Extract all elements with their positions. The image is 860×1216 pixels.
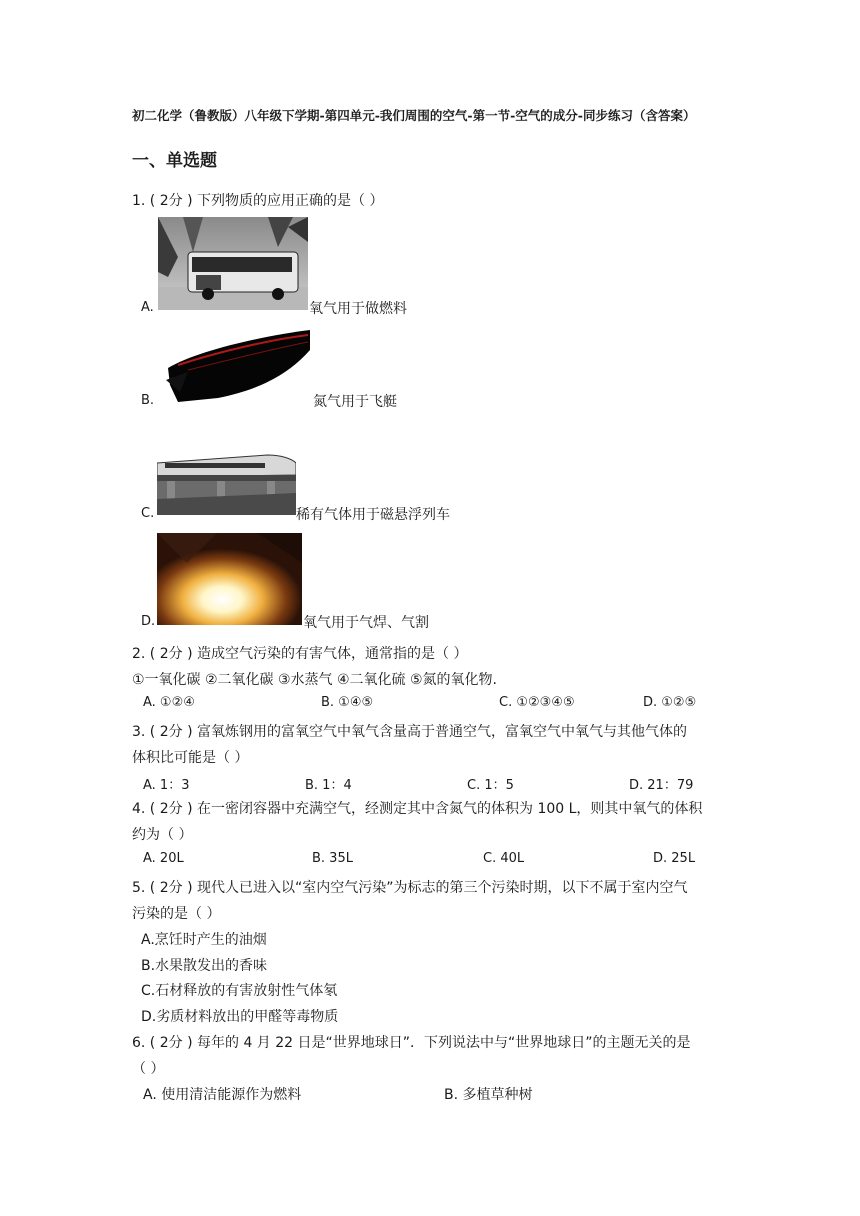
question-6-stem-line-1: 6. ( 2分 ) 每年的 4 月 22 日是“世界地球日”．下列说法中与“世界地球日”的主题无关的是 bbox=[132, 1035, 691, 1051]
question-5-stem-line-2: 污染的是（ ） bbox=[132, 906, 221, 922]
welding-sparks-photo bbox=[157, 533, 302, 625]
q5-option-b: B.水果散发出的香味 bbox=[141, 958, 268, 974]
question-2-stem: 2. ( 2分 ) 造成空气污染的有害气体，通常指的是（ ） bbox=[132, 646, 468, 662]
q1-option-d-letter: D. bbox=[141, 614, 156, 629]
q5-option-d: D.劣质材料放出的甲醛等毒物质 bbox=[141, 1009, 339, 1025]
q2-option-b: B. ①④⑤ bbox=[321, 695, 374, 710]
question-3-stem-line-1: 3. ( 2分 ) 富氧炼钢用的富氧空气中氧气含量高于普通空气，富氧空气中氧气与其他气体的 bbox=[132, 724, 687, 740]
q2-option-c: C. ①②③④⑤ bbox=[499, 695, 575, 710]
q6-option-a: A. 使用清洁能源作为燃料 bbox=[143, 1087, 302, 1103]
q4-option-c: C. 40L bbox=[483, 851, 525, 866]
maglev-train-photo bbox=[157, 419, 296, 515]
document-title: 初二化学（鲁教版）八年级下学期-第四单元-我们周围的空气-第一节-空气的成分-同步练习（含答案） bbox=[132, 108, 696, 123]
q3-option-c: C. 1：5 bbox=[467, 778, 514, 793]
q5-option-a: A.烹饪时产生的油烟 bbox=[141, 932, 267, 948]
q1-option-c-letter: C. bbox=[141, 506, 155, 521]
bus-photo bbox=[158, 217, 308, 310]
q2-option-a: A. ①②④ bbox=[143, 695, 195, 710]
q6-option-b: B. 多植草种树 bbox=[444, 1087, 533, 1103]
q1-option-c-text: 稀有气体用于磁悬浮列车 bbox=[296, 507, 450, 523]
q1-option-d-text: 氧气用于气焊、气割 bbox=[303, 615, 429, 631]
q2-option-d: D. ①②⑤ bbox=[643, 695, 697, 710]
q4-option-a: A. 20L bbox=[143, 851, 184, 866]
q5-option-c: C.石材释放的有害放射性气体氡 bbox=[141, 983, 338, 999]
question-1-stem: 1. ( 2分 ) 下列物质的应用正确的是（ ） bbox=[132, 193, 384, 209]
section-heading: 一、单选题 bbox=[132, 151, 217, 171]
q1-option-a-text: 氧气用于做燃料 bbox=[309, 301, 407, 317]
q3-option-d: D. 21：79 bbox=[629, 778, 694, 793]
question-4-stem-line-2: 约为（ ） bbox=[132, 827, 193, 843]
question-6-stem-line-2: （ ） bbox=[132, 1061, 165, 1077]
q1-option-b-text: 氮气用于飞艇 bbox=[313, 394, 397, 410]
q4-option-b: B. 35L bbox=[312, 851, 353, 866]
airship-photo bbox=[158, 330, 313, 405]
q4-option-d: D. 25L bbox=[653, 851, 696, 866]
q3-option-a: A. 1：3 bbox=[143, 778, 190, 793]
q1-option-b-letter: B. bbox=[141, 393, 155, 408]
question-4-stem-line-1: 4. ( 2分 ) 在一密闭容器中充满空气，经测定其中含氮气的体积为 100 L，则其中氧气的体积 bbox=[132, 801, 703, 817]
q1-option-a-letter: A. bbox=[141, 300, 154, 315]
q3-option-b: B. 1：4 bbox=[305, 778, 352, 793]
question-3-stem-line-2: 体积比可能是（ ） bbox=[132, 750, 249, 766]
question-2-items: ①一氧化碳 ②二氧化碳 ③水蒸气 ④二氧化硫 ⑤氮的氧化物. bbox=[132, 672, 498, 688]
question-5-stem-line-1: 5. ( 2分 ) 现代人已进入以“室内空气污染”为标志的第三个污染时期，以下不属于室内空气 bbox=[132, 880, 688, 896]
